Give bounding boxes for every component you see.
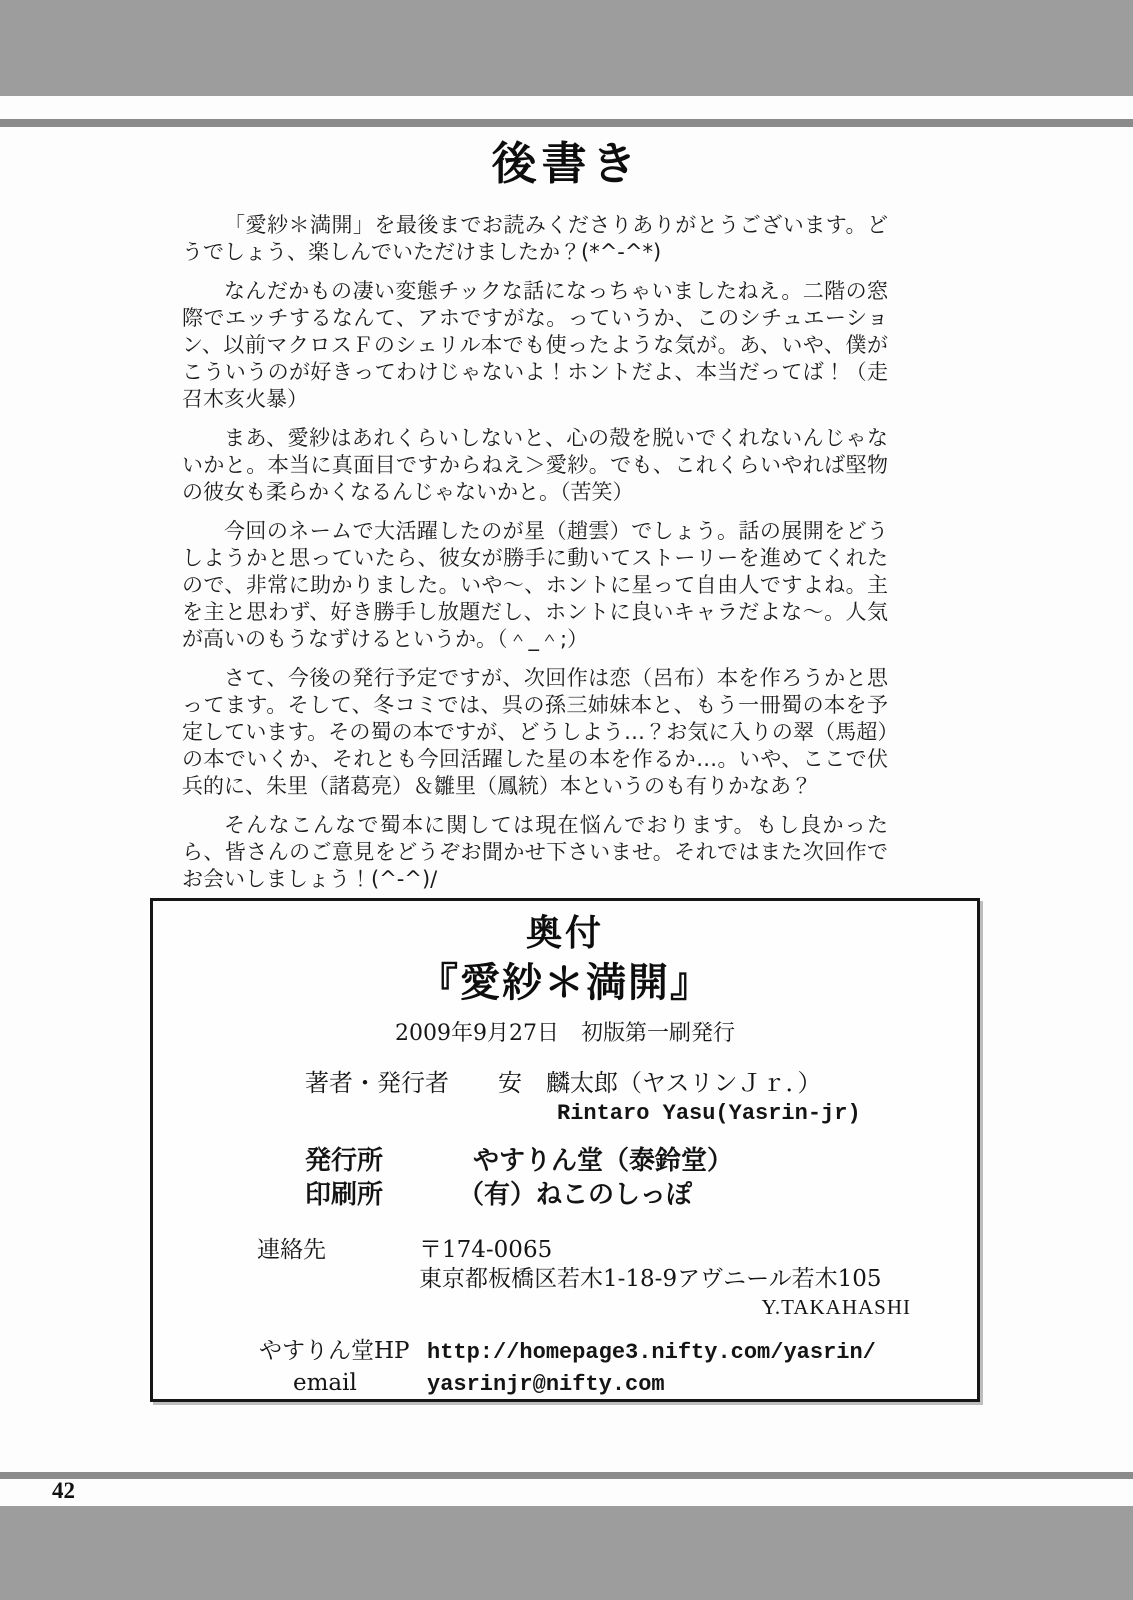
- email-label: email: [293, 1370, 357, 1396]
- publisher-row: [153, 1145, 977, 1177]
- top-scan-band: [0, 0, 1133, 96]
- author-row: [153, 1069, 977, 1097]
- bottom-scan-band: [0, 1506, 1133, 1600]
- postal-code: 〒174-0065: [419, 1237, 553, 1263]
- afterword-paragraph: まあ、愛紗はあれくらいしないと、心の殻を脱いでくれないんじゃないかと。本当に真面目ですからねえ＞愛紗。でも、これくらいやれば堅物の彼女も柔らかくなるんじゃないかと。（苦笑）: [182, 426, 888, 504]
- contact-label: 連絡先: [257, 1237, 326, 1263]
- contact-person: Y.TAKAHASHI: [761, 1295, 911, 1319]
- afterword-paragraph: そんなこんなで蜀本に関しては現在悩んでおります。もし良かったら、皆さんのご意見をどうぞお聞かせ下さいませ。それではまた次回作でお会いしましょう！(^-^)/: [182, 813, 888, 891]
- top-divider-rule: [0, 119, 1133, 127]
- page-number: 42: [52, 1478, 75, 1503]
- author-label: 著者・発行者: [305, 1069, 449, 1097]
- afterword-paragraph: なんだかもの凄い変態チックな話になっちゃいましたねえ。二階の窓際でエッチするなんて、アホですがな。っていうか、このシチュエーション、以前マクロスＦのシェリル本でも使ったような気が。あ、いや、僕がこういうのが好きってわけじゃないよ！ホントだよ、本当だってば！（走召木亥火暴）: [182, 279, 888, 411]
- email-address: yasrinjr@nifty.com: [427, 1372, 665, 1397]
- website-url: http://homepage3.nifty.com/yasrin/: [427, 1340, 876, 1365]
- afterword-body: [182, 212, 888, 905]
- book-title: 『愛紗＊満開』: [418, 959, 712, 1006]
- contact-row: [153, 1237, 977, 1264]
- publisher-name: やすりん堂（泰鈴堂）: [473, 1146, 734, 1176]
- afterword-paragraph: 「愛紗＊満開」を最後までお読みくださりありがとうございます。どうでしょう、楽しんでいただけましたか？(*^-^*): [182, 213, 888, 264]
- printer-name: （有）ねこのしっぽ: [458, 1180, 693, 1210]
- author-name: 安 麟太郎（ヤスリンＪｒ．）: [498, 1069, 822, 1097]
- website-label: やすりん堂HP: [259, 1338, 410, 1364]
- printer-row: [153, 1179, 977, 1211]
- author-romaji: Rintaro Yasu(Yasrin-jr): [557, 1101, 861, 1126]
- colophon-heading: 奥付: [525, 913, 604, 954]
- website-row: [153, 1338, 977, 1366]
- bottom-divider-rule: [0, 1472, 1133, 1479]
- colophon-box: [150, 898, 980, 1402]
- publisher-label: 発行所: [305, 1146, 384, 1176]
- afterword-paragraph: 今回のネームで大活躍したのが星（趙雲）でしょう。話の展開をどうしようかと思っていたら、彼女が勝手に動いてストーリーを進めてくれたので、非常に助かりました。いや～、ホントに星って自由人ですよね。主を主と思わず、好き勝手し放題だし、ホントに良いキャラだよな～。人気が高いのもうなずけるというか。（＾_＾;）: [182, 519, 888, 651]
- afterword-paragraph: さて、今後の発行予定ですが、次回作は恋（呂布）本を作ろうかと思ってます。そして、冬コミでは、呉の孫三姉妹本と、もう一冊蜀の本を予定しています。その蜀の本ですが、どうしよう…？お気に入りの翠（馬超）の本でいくか、それとも今回活躍した星の本を作るか…。いや、ここで伏兵的に、朱里（諸葛亮）＆雛里（鳳統）本というのも有りかなあ？: [182, 666, 888, 798]
- contact-address: 東京都板橋区若木1-18-9アヴニール若木105: [419, 1266, 882, 1292]
- edition-date: 2009年9月27日 初版第一刷発行: [395, 1021, 735, 1046]
- printer-label: 印刷所: [305, 1180, 384, 1210]
- email-row: [153, 1370, 977, 1398]
- afterword-title: 後書き: [491, 137, 642, 190]
